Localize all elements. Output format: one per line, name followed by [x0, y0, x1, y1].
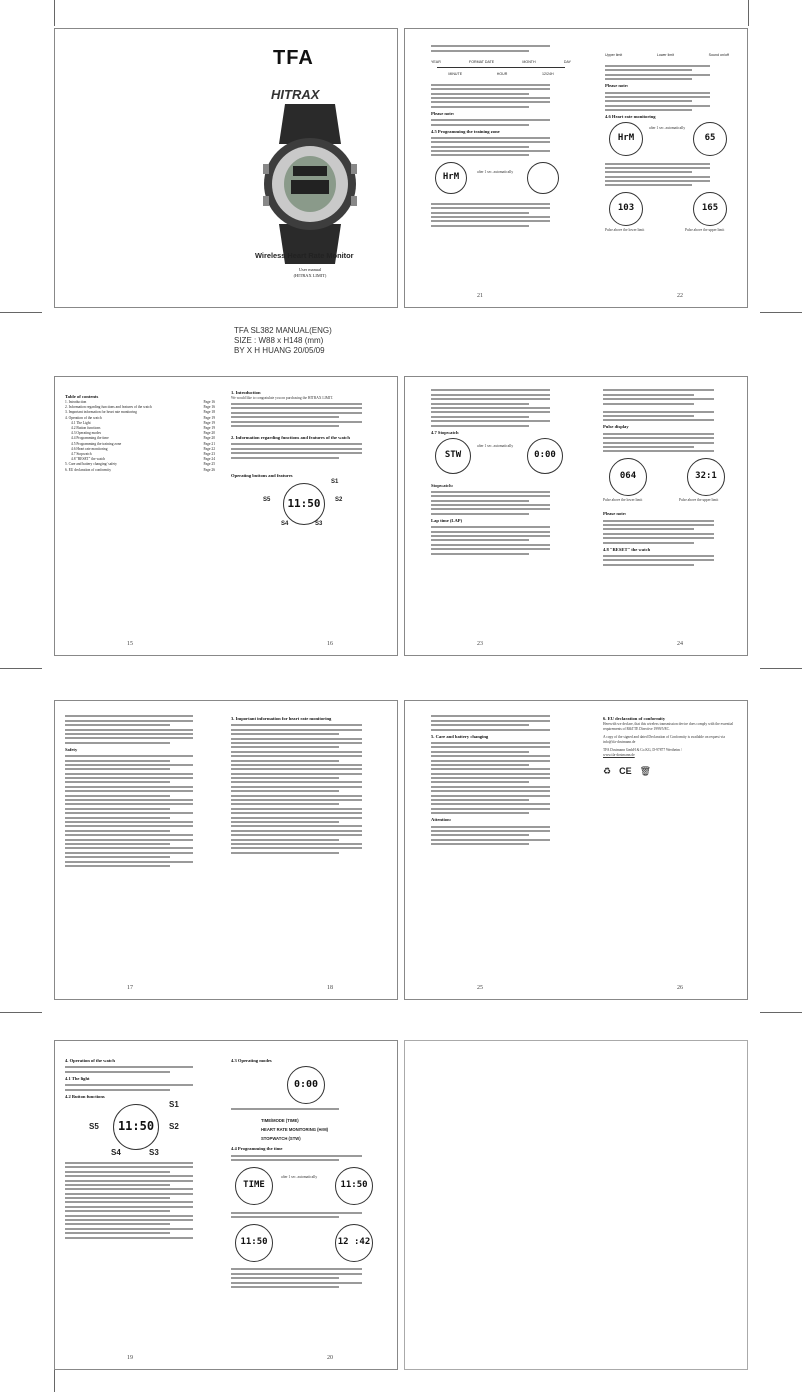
crop-mark — [760, 668, 802, 669]
toc-entry: 4.4 Programming the time — [71, 436, 109, 441]
toc-page: Page 20 — [203, 436, 215, 441]
auto-note: after 1 sec. automatically — [649, 126, 686, 131]
crop-mark — [760, 312, 802, 313]
lcd-watch: 165 — [693, 192, 727, 226]
auto-note: after 1 sec. automatically — [477, 443, 514, 448]
toc-page: Page 19 — [203, 415, 215, 420]
toc-page: Page 16 — [203, 400, 215, 404]
button-label: S4 — [111, 1147, 121, 1157]
lcd-watch: STW — [435, 438, 471, 474]
toc-entry: 4.6 Heart rate monitoring — [71, 446, 108, 451]
page-16-column — [231, 387, 385, 529]
toc-page: Page 19 — [203, 426, 215, 431]
toc-list — [65, 400, 215, 473]
page-number: 18 — [327, 985, 333, 991]
button-label: S5 — [89, 1121, 99, 1131]
cover-subtitle: User manual — [298, 267, 322, 272]
mode-item: STOPWATCH (STW) — [261, 1136, 301, 1142]
page-24-column — [603, 387, 733, 568]
flow-year: YEAR — [431, 59, 441, 64]
toc-row — [65, 468, 215, 473]
page-spread-23-24 — [404, 376, 748, 656]
eu-website: www.tfa-dostmann.de — [603, 752, 635, 757]
toc-entry: 4. Operation of the watch — [65, 415, 102, 420]
lcd-watch: 12 :42 — [335, 1224, 373, 1262]
flow-format: FORMAT DATE — [469, 59, 495, 64]
note-heading: Please note: — [431, 110, 455, 116]
crop-mark — [760, 1012, 802, 1013]
flow-month: MONTH — [522, 59, 536, 64]
crop-mark — [0, 668, 42, 669]
page-22-column — [605, 43, 729, 236]
section-heading: 3. Important information for heart rate monitoring — [231, 716, 332, 721]
page-number: 22 — [677, 293, 683, 299]
page-23-column — [431, 387, 571, 557]
section-heading: Attention: — [431, 817, 452, 823]
intro-text: We would like to congratulate you on purchasing the HITRAX LIMIT. — [231, 396, 333, 400]
page-18-column — [231, 713, 385, 856]
eu-copy: A copy of the signed and dated Declaration of Conformity is available on request via info@tfa-dostmann.de — [603, 735, 725, 744]
toc-entry: 1. Introduction — [65, 400, 87, 404]
section-heading: 4. Operation of the watch — [65, 1058, 115, 1063]
toc-entry: 5. Care and battery changing/ safety — [65, 462, 117, 467]
cover-title: Wireless Heart Rate Monitor — [255, 251, 354, 260]
sub-heading: Stopwatch: — [431, 482, 454, 488]
page-21-column — [431, 43, 571, 229]
button-label: S1 — [169, 1099, 179, 1109]
page-number: 24 — [677, 641, 683, 647]
toc-page: Page 23 — [203, 452, 215, 457]
toc-page: Page 19 — [203, 420, 215, 425]
lcd-watch: HrM — [609, 122, 643, 156]
pulse-caption: Pulse above the upper limit — [685, 228, 725, 233]
page-spread-25-26 — [404, 700, 748, 1000]
page-17-column — [65, 713, 215, 869]
button-label: S5 — [263, 496, 271, 503]
pulse-caption: Pulse above the upper limit — [679, 498, 719, 503]
button-label: S1 — [331, 478, 339, 485]
blank-page — [404, 1040, 748, 1370]
page-spread-19-20 — [54, 1040, 398, 1370]
lcd-watch: 103 — [609, 192, 643, 226]
page-number: 21 — [477, 293, 483, 299]
section-heading: 4.8 "RESET" the watch — [603, 546, 651, 552]
lcd-watch: TIME — [235, 1167, 273, 1205]
lcd-watch: 11:50 — [235, 1224, 273, 1262]
button-label: S3 — [315, 520, 323, 527]
page-number: 17 — [127, 985, 133, 991]
page-26-column — [603, 713, 735, 777]
toc-heading: Table of contents — [65, 394, 99, 399]
cover-page — [54, 28, 398, 308]
section-heading: 4.7 Stopwatch — [431, 429, 459, 435]
lcd-watch: 0:00 — [527, 438, 563, 474]
toc-entry: 4.8 "RESET" the watch — [71, 457, 106, 462]
flow-12-24: 12/24H — [542, 71, 554, 76]
page-20-column — [231, 1055, 385, 1290]
eu-text: Herewith we declare, that this wireless transmission device does comply with the essential requirements of R&TTE Directive 1999/5/EC. — [603, 722, 734, 731]
section-heading: 4.2 Button functions — [65, 1093, 105, 1099]
toc-page: Page 25 — [203, 462, 215, 467]
spec-line: TFA SL382 MANUAL(ENG) — [234, 326, 332, 335]
flow-day: DAY — [563, 59, 571, 64]
lcd-watch: HrM — [435, 162, 467, 194]
watch-illustration — [255, 104, 365, 264]
section-heading: 4.1 The light — [65, 1075, 90, 1081]
note-heading: Please note: — [605, 83, 629, 89]
auto-note: after 1 sec. automatically — [477, 170, 514, 175]
toc-page: Page 18 — [203, 410, 215, 415]
toc-entry: 6. EU declaration of conformity — [65, 467, 112, 472]
section-heading: 6. EU declaration of conformity — [603, 716, 666, 721]
page-number: 26 — [677, 985, 683, 991]
page-number: 15 — [127, 641, 133, 647]
page-spread-17-18 — [54, 700, 398, 1000]
section-heading: 4.6 Heart rate monitoring — [605, 114, 656, 120]
toc-entry: 3. Important information for heart rate monitoring — [65, 410, 137, 415]
flow-sound: Sound on/off — [708, 53, 729, 57]
toc-entry: 4.1 The Light — [71, 420, 91, 425]
section-heading: 2. Information regarding functions and features of the watch — [231, 434, 350, 440]
toc-entry: 4.5 Programming the training zone — [71, 441, 122, 446]
page-25-column — [431, 713, 571, 848]
page-19-column — [65, 1055, 215, 1241]
crop-mark — [54, 0, 55, 26]
cover-subtitle: (HITRAX LIMIT) — [293, 273, 327, 278]
page-spread-15-16 — [54, 376, 398, 656]
flow-hour: HOUR — [496, 71, 508, 76]
toc-entry: 2. Information regarding functions and features of the watch — [65, 405, 152, 410]
page-number: 25 — [477, 985, 483, 991]
auto-note: after 1 sec. automatically — [281, 1175, 318, 1180]
note-heading: Please note: — [603, 511, 627, 517]
toc-page: Page 26 — [203, 467, 215, 472]
toc-page: Page 16 — [203, 405, 215, 410]
sub-heading: Pulse display — [603, 424, 629, 430]
mode-item: TIME/MODE (TIME) — [261, 1118, 299, 1124]
crop-mark — [0, 1012, 42, 1013]
pulse-caption: Pulse above the lower limit — [603, 498, 643, 503]
lcd-watch: 11:50 — [283, 483, 325, 525]
section-heading: 5. Care and battery changing — [431, 733, 489, 739]
recycle-icon: ♻ — [603, 765, 612, 776]
section-heading: 4.3 Operating modes — [231, 1058, 272, 1063]
bin-crossed-icon: 🗑 — [639, 765, 652, 776]
brand-logo: TFA — [273, 47, 314, 69]
lcd-watch: 65 — [693, 122, 727, 156]
toc-page: Page 20 — [203, 431, 215, 436]
spec-line: SIZE : W88 x H148 (mm) — [234, 336, 324, 345]
eu-address: TFA Dostmann GmbH & Co.KG, D-97877 Wertheim / — [603, 748, 682, 753]
pulse-caption: Pulse above the lower limit — [605, 228, 645, 233]
ce-mark-icon: CE — [619, 766, 632, 777]
button-label: S2 — [169, 1121, 179, 1131]
button-label: S3 — [149, 1147, 159, 1157]
toc-entry: 4.7 Stopwatch — [71, 452, 92, 457]
page-number: 20 — [327, 1355, 333, 1361]
crop-mark — [54, 1368, 55, 1392]
flow-minute: MINUTE — [448, 71, 463, 76]
toc-page: Page 21 — [203, 441, 215, 446]
spec-line: BY X H HUANG 20/05/09 — [234, 346, 325, 355]
compliance-marks — [603, 766, 735, 777]
toc — [65, 391, 215, 473]
spec-block — [234, 326, 332, 356]
page-number: 23 — [477, 641, 483, 647]
flow-lower: Lower limit — [656, 53, 675, 57]
lcd-watch: 064 — [609, 458, 647, 496]
sub-heading: Lap time (LAP) — [431, 517, 463, 523]
section-heading: 4.5 Programming the training zone — [431, 128, 500, 134]
button-label: S4 — [281, 520, 289, 527]
section-heading: 1. Introduction — [231, 390, 261, 395]
lcd-watch: 11:50 — [335, 1167, 373, 1205]
mode-item: HEART RATE MONITORING (HrM) — [261, 1127, 329, 1133]
lcd-watch: 32:1 — [687, 458, 725, 496]
section-heading: Safety — [65, 746, 78, 752]
crop-mark — [748, 0, 749, 26]
section-heading: Operating buttons and features — [231, 472, 293, 478]
lcd-watch: 11:50 — [113, 1104, 159, 1150]
lcd-watch: 0:00 — [287, 1066, 325, 1104]
page-number: 16 — [327, 641, 333, 647]
toc-entry: 4.3 Operating modes — [71, 431, 102, 436]
flow-upper: Upper limit — [605, 53, 623, 57]
section-heading: 4.4 Programming the time — [231, 1146, 283, 1152]
modes-list — [261, 1116, 385, 1143]
button-label: S2 — [335, 496, 343, 503]
page-spread-21-22 — [404, 28, 748, 308]
toc-page: Page 22 — [203, 446, 215, 451]
toc-entry: 4.2 Button functions — [71, 426, 101, 431]
page-number: 19 — [127, 1355, 133, 1361]
lcd-watch — [527, 162, 559, 194]
product-logo: HITRAX — [271, 87, 320, 102]
crop-mark — [0, 312, 42, 313]
toc-page: Page 24 — [203, 457, 215, 462]
